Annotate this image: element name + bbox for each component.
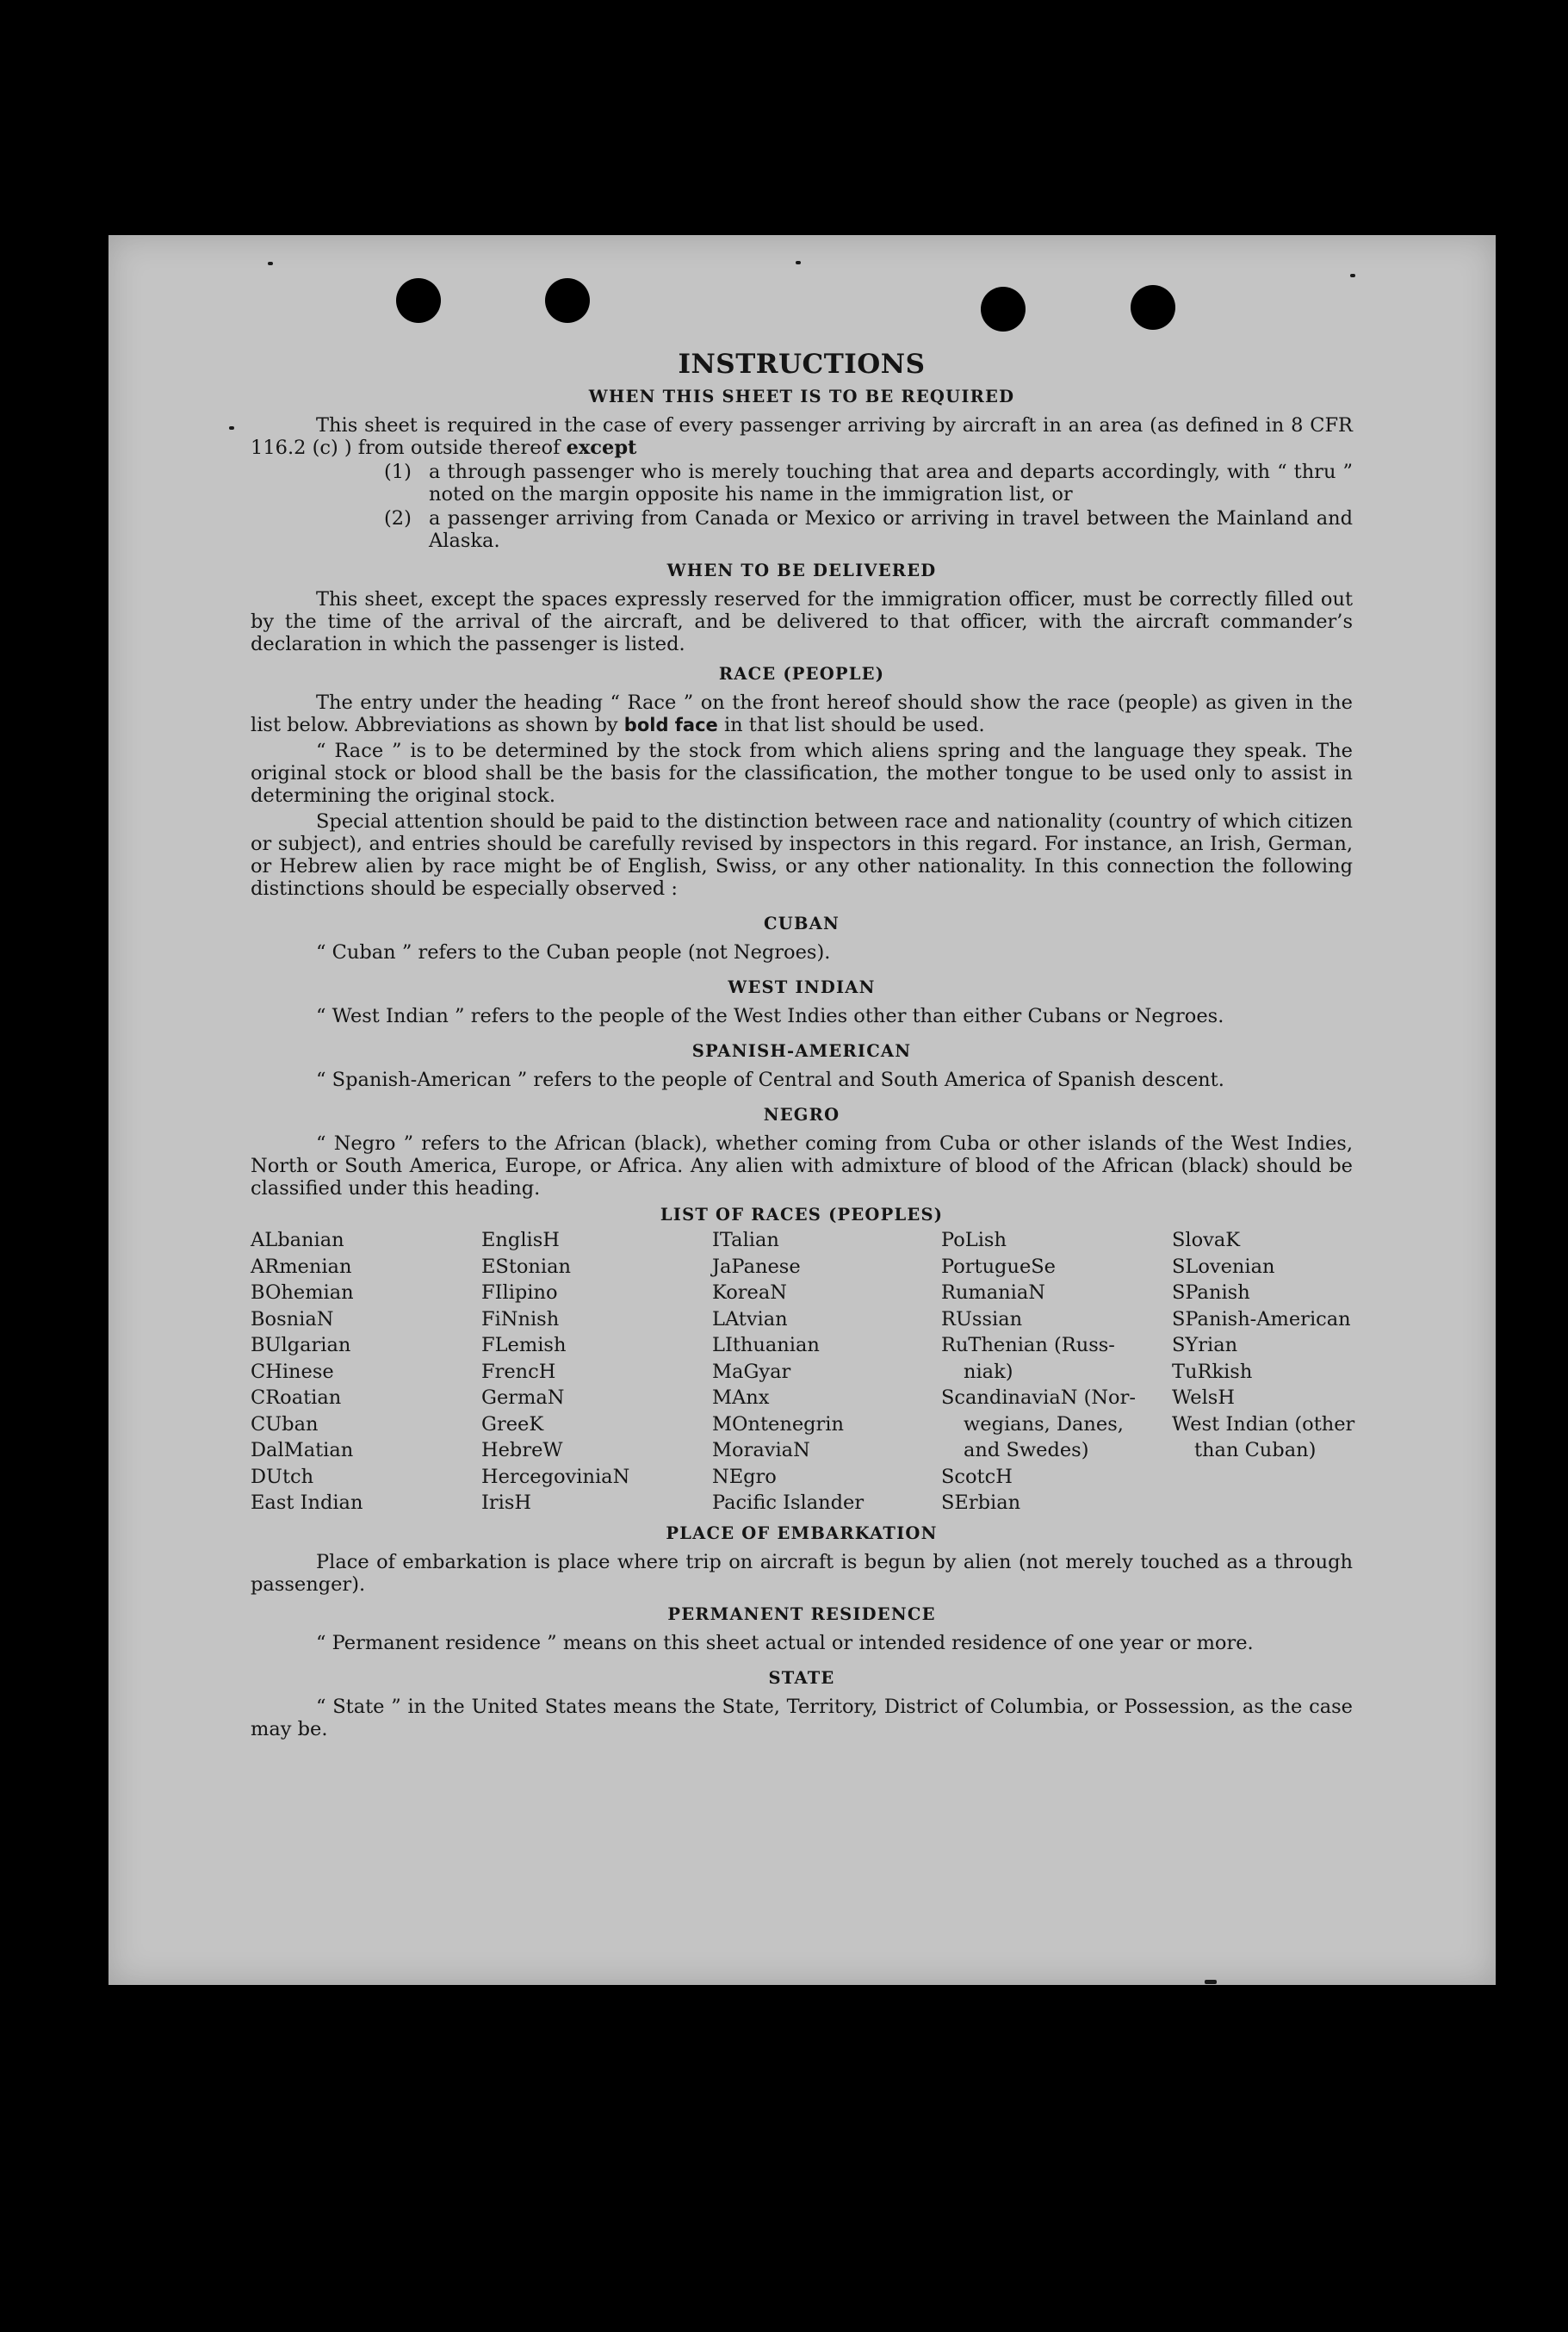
race-p1-bold: bold face (623, 715, 718, 735)
race-entry: BUlgarian (251, 1334, 351, 1356)
required-item-1 (384, 461, 1353, 505)
races-column-2 (481, 1227, 712, 1516)
heading-place-of-embarkation: PLACE OF EMBARKATION (666, 1523, 938, 1543)
race-entry: FLemish (481, 1334, 567, 1356)
race-entry: HercegoviniaN (481, 1465, 630, 1488)
race-entry: BOhemian (251, 1281, 354, 1304)
race-paragraph-3: Special attention should be paid to the distinction between race and nationality (country of which citizen or subject), and entries should be carefully revised by inspectors in this regard. For instance, an Irish, German, or Hebrew alien by race might be of English, Swiss, or any other nationality. In this connection the following distinctions should be especially observed : (251, 810, 1353, 900)
race-entry: RUssian (941, 1307, 1023, 1330)
race-entry: WelsH (1172, 1386, 1235, 1409)
page-title: INSTRUCTIONS (678, 349, 926, 380)
race-entry: SlovaK (1172, 1229, 1241, 1251)
race-entry: IrisH (481, 1492, 532, 1514)
race-entry: TuRkish (1172, 1360, 1253, 1383)
race-entry: CHinese (251, 1360, 334, 1383)
paper-speck (268, 262, 273, 265)
races-list (251, 1227, 1353, 1516)
heading-when-required: WHEN THIS SHEET IS TO BE REQUIRED (588, 387, 1015, 406)
race-entry: SLovenian (1172, 1255, 1275, 1278)
paper-speck (796, 261, 801, 264)
races-column-3 (712, 1227, 941, 1516)
instructions-content (251, 349, 1353, 1740)
heading-west-indian: WEST INDIAN (728, 977, 876, 997)
race-entry: MoraviaN (712, 1439, 810, 1461)
spanish-american-text: “ Spanish-American ” refers to the people of Central and South America of Spanish descent. (316, 1069, 1224, 1091)
race-paragraph-1 (251, 692, 1353, 736)
state-text: “ State ” in the United States means the State, Territory, District of Columbia, or Possession, as the case may be. (251, 1695, 1353, 1740)
race-entry: ARmenian (251, 1255, 352, 1278)
heading-negro: NEGRO (763, 1105, 840, 1125)
heading-spanish-american: SPANISH-AMERICAN (691, 1041, 912, 1061)
race-entry: West Indian (other (1172, 1412, 1355, 1436)
race-entry: PortugueSe (941, 1255, 1057, 1278)
race-entry: RumaniaN (941, 1281, 1045, 1304)
residence-text: “ Permanent residence ” means on this sheet actual or intended residence of one year or more. (316, 1631, 1254, 1654)
race-entry: FiNnish (481, 1307, 560, 1330)
required-intro-text: This sheet is required in the case of every passenger arriving by aircraft in an area (as defined in 8 CFR 116.2 (c) ) from outside thereof (251, 414, 1353, 459)
race-entry: FrencH (481, 1360, 556, 1383)
race-entry: EStonian (481, 1255, 572, 1278)
race-entry: niak) (964, 1360, 1013, 1383)
required-except-word: except (566, 437, 637, 459)
race-entry: GermaN (481, 1386, 565, 1409)
race-entry: LAtvian (712, 1307, 788, 1330)
negro-text: “ Negro ” refers to the African (black), whether coming from Cuba or other islands of the West Indies, North or South America, Europe, or Africa. Any alien with admixture of blood of the African (black) should be classified under this heading. (251, 1132, 1353, 1200)
race-entry: CUban (251, 1412, 319, 1436)
race-entry: BosniaN (251, 1307, 334, 1330)
race-entry: NEgro (712, 1465, 777, 1488)
race-entry: MOntenegrin (712, 1412, 844, 1436)
race-p1-tail: in that list should be used. (723, 714, 985, 736)
race-entry: KoreaN (712, 1281, 787, 1304)
paper-speck (229, 426, 234, 430)
race-entry: RuThenian (Russ- (941, 1334, 1115, 1356)
race-entry: and Swedes) (964, 1439, 1089, 1461)
paper-speck (1205, 1980, 1217, 1984)
punch-hole-3 (981, 287, 1026, 332)
paper-speck (1350, 274, 1355, 277)
race-entry: ALbanian (251, 1229, 344, 1251)
heading-permanent-residence: PERMANENT RESIDENCE (667, 1603, 936, 1624)
races-column-5 (1172, 1227, 1353, 1516)
heading-state: STATE (768, 1667, 835, 1688)
embarkation-text: Place of embarkation is place where trip on aircraft is begun by alien (not merely touched as a through passenger). (251, 1550, 1353, 1596)
race-entry: MaGyar (712, 1360, 791, 1383)
heading-when-delivered: WHEN TO BE DELIVERED (666, 561, 937, 580)
race-entry: wegians, Danes, (964, 1412, 1124, 1436)
race-entry: SPanish (1172, 1281, 1250, 1304)
item-number: (2) (384, 507, 412, 530)
required-intro (251, 414, 1353, 459)
west-indian-text: “ West Indian ” refers to the people of the West Indies other than either Cubans or Negroes. (316, 1005, 1224, 1027)
race-entry: DalMatian (251, 1439, 354, 1461)
race-entry: SPanish-American (1172, 1307, 1351, 1330)
race-entry: FIlipino (481, 1281, 558, 1304)
race-entry: East Indian (251, 1492, 363, 1514)
document-sheet (108, 235, 1496, 1985)
punch-hole-4 (1131, 285, 1175, 330)
race-entry: LIthuanian (712, 1334, 820, 1356)
race-entry: DUtch (251, 1465, 314, 1488)
race-entry: HebreW (481, 1439, 563, 1461)
race-entry: ITalian (712, 1229, 779, 1251)
race-entry: MAnx (712, 1386, 770, 1409)
race-entry: Pacific Islander (712, 1492, 865, 1514)
races-column-1 (251, 1227, 481, 1516)
race-paragraph-2: “ Race ” is to be determined by the stock from which aliens spring and the language they speak. The original stock or blood shall be the basis for the classification, the mother tongue to be used only to assist in determining the original stock. (251, 740, 1353, 807)
race-entry: GreeK (481, 1412, 544, 1436)
race-entry: PoLish (941, 1229, 1007, 1251)
heading-race: RACE (PEOPLE) (718, 664, 885, 684)
item-number: (1) (384, 461, 412, 483)
punch-hole-2 (545, 278, 590, 323)
race-entry: ScandinaviaN (Nor- (941, 1386, 1136, 1409)
item-text: a through passenger who is merely touching that area and departs accordingly, with “ thru ” noted on the margin opposite his name in the immigration list, or (429, 461, 1353, 505)
heading-cuban: CUBAN (764, 914, 840, 933)
race-entry: SYrian (1172, 1334, 1238, 1356)
cuban-text: “ Cuban ” refers to the Cuban people (not Negroes). (316, 941, 831, 964)
race-entry: CRoatian (251, 1386, 342, 1409)
heading-list-of-races: LIST OF RACES (PEOPLES) (660, 1205, 944, 1225)
punch-hole-1 (396, 278, 441, 323)
race-p1-text: The entry under the heading “ Race ” on the front hereof should show the race (people) as given in the list below. Abbreviations as shown by (251, 692, 1353, 736)
race-entry: JaPanese (712, 1255, 801, 1278)
race-entry: SErbian (941, 1492, 1021, 1514)
race-entry: ScotcH (941, 1465, 1013, 1488)
races-column-4 (941, 1227, 1172, 1516)
race-entry: EnglisH (481, 1229, 560, 1251)
item-text: a passenger arriving from Canada or Mexico or arriving in travel between the Mainland and Alaska. (429, 507, 1353, 552)
race-entry: than Cuban) (1194, 1439, 1317, 1461)
delivered-text: This sheet, except the spaces expressly reserved for the immigration officer, must be correctly filled out by the time of the arrival of the aircraft, and be delivered to that officer, with the aircraft commander’s declaration in which the passenger is listed. (251, 588, 1353, 655)
required-item-2 (384, 507, 1353, 552)
